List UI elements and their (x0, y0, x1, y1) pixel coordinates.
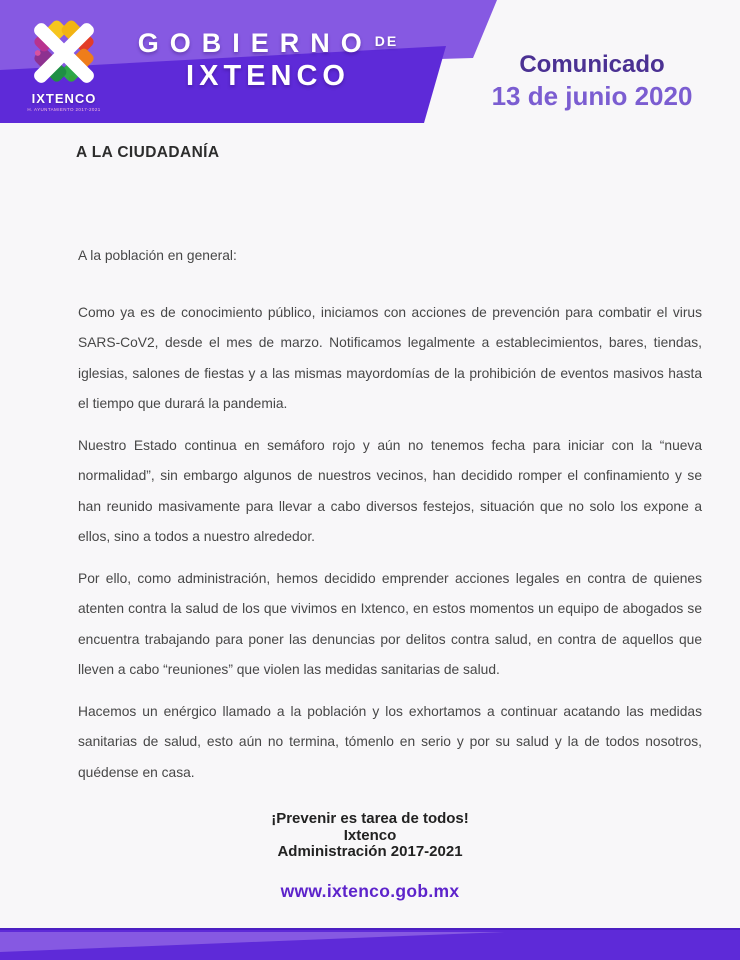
closing-ixtenco: Ixtenco (343, 826, 397, 844)
brand-wordmark (118, 28, 418, 93)
salutation: A la población en general: (78, 248, 237, 263)
footer-bar-wedge (0, 932, 510, 954)
closing-block (0, 811, 740, 861)
document-heading: A LA CIUDADANÍA (76, 144, 220, 161)
website-link[interactable]: www.ixtenco.gob.mx (280, 881, 460, 901)
comunicado-block (472, 50, 712, 112)
brand-line-gobierno (118, 28, 418, 59)
logo-name: IXTENCO (31, 91, 97, 106)
paragraph-2: Nuestro Estado continua en semáforo rojo y aún no tenemos fecha para iniciar con la “nueva normalidad”, sin embargo algunos de nuestros vecinos, han decidido romper el confinamiento y se han reunido masivamente para llevar a cabo diversos festejos, situación que no solo los expone a ellos, sino a todos a nuestro alrededor. (78, 437, 702, 544)
brand-de-text: DE (374, 33, 399, 49)
municipal-logo (20, 18, 108, 112)
logo-subtitle: H. AYUNTAMIENTO 2017-2021 (27, 107, 101, 112)
closing-administration: Administración 2017-2021 (277, 843, 463, 860)
paragraph-4: Hacemos un enérgico llamado a la población y los exhortamos a continuar acatando las medidas sanitarias de salud, esto aún no termina, tómenlo en serio y por su salud y la de todos nosotros, quédense en casa. (78, 703, 702, 780)
brand-ixtenco-text: IXTENCO (186, 60, 350, 92)
brand-gobierno-text: GOBIERNO (137, 28, 373, 58)
paragraph-1: Como ya es de conocimiento público, iniciamos con acciones de prevención para combatir el virus SARS-CoV2, desde el mes de marzo. Notificamos legalmente a establecimientos, bares, tiendas, iglesias, salones de fiestas y a las mismas mayordomías de la prohibición de eventos masivos hasta el tiempo que durará la pandemia. (78, 304, 702, 411)
paragraph-3: Por ello, como administración, hemos decidido emprender acciones legales en contra de quienes atenten contra la salud de los que vivimos en Ixtenco, en estos momentos un equipo de abogados se encuentra trabajando para poner las denuncias por delitos contra salud, en contra de aquellos que lleven a cabo “reuniones” que violen las medidas sanitarias de salud. (78, 570, 702, 677)
comunicado-title: Comunicado (519, 51, 665, 78)
footer-bar (0, 928, 740, 960)
ixtenco-flower-x-icon (28, 18, 100, 88)
comunicado-date: 13 de junio 2020 (491, 81, 693, 111)
document-body (78, 241, 702, 799)
closing-slogan: ¡Prevenir es tarea de todos! (271, 810, 469, 827)
